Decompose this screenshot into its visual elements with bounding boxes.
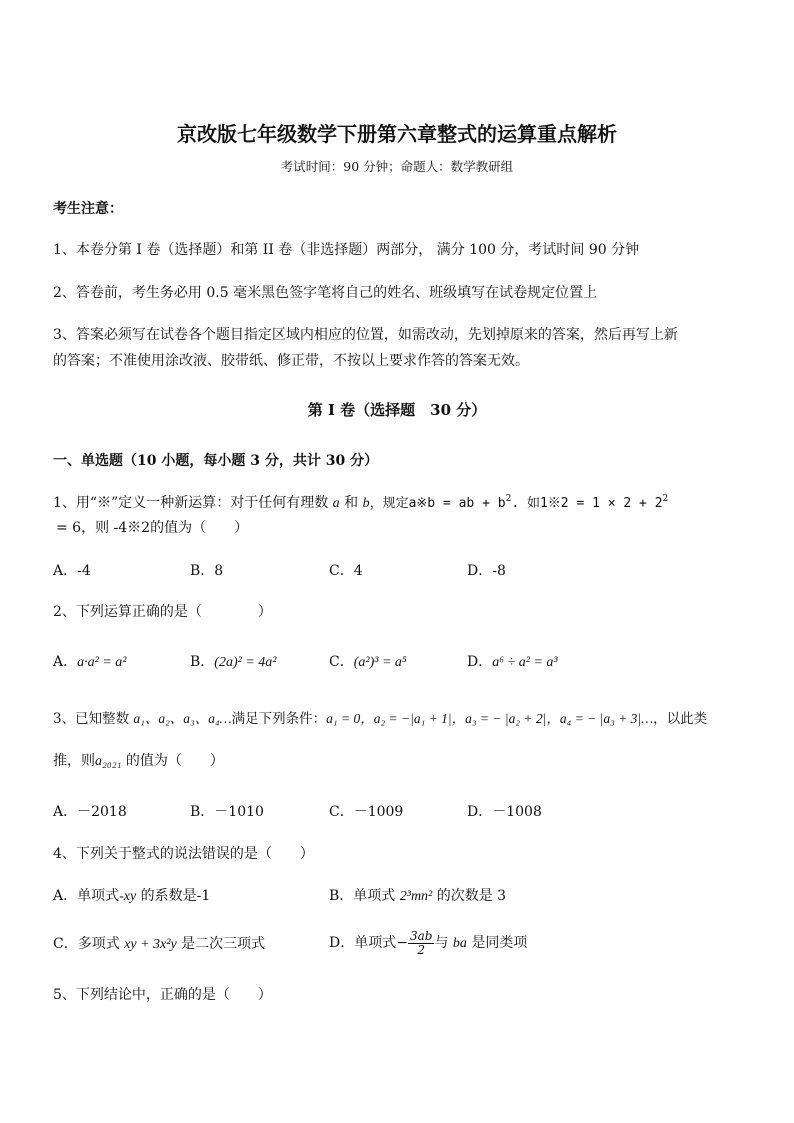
q2-option-b[interactable]	[190, 652, 276, 673]
q2-label-c: C．	[329, 654, 354, 670]
notice-heading: 考生注意：	[53, 201, 123, 217]
q1-rule: ，规定a※b = ab + b	[369, 496, 506, 511]
q1-text-and: 和	[339, 495, 363, 511]
q3-option-c[interactable]: C．－1009	[329, 804, 404, 820]
q3-sequence: a₁、a₂、a₃、a₄…	[133, 711, 232, 726]
q2-option-c[interactable]	[329, 652, 407, 673]
q4-stem: 4、下列关于整式的说法错误的是（ ）	[53, 846, 314, 862]
notice-item-1: 1、本卷分第 I 卷（选择题）和第 II 卷（非选择题）两部分， 满分 100 分，考试时间 90 分钟	[53, 242, 640, 258]
q3-text-b: 满足下列条件：	[231, 711, 327, 727]
q1-var-a: a	[332, 496, 340, 511]
q3-target: a₂₀₂₁	[95, 754, 122, 769]
q2-math-c: (a²)³ = a⁵	[353, 655, 407, 670]
page-subtitle: 考试时间：90 分钟；命题人：数学教研组	[280, 159, 514, 174]
q2-math-a: a·a² = a²	[77, 655, 127, 670]
q1-option-c[interactable]: C．4	[329, 563, 363, 579]
notice-item-2: 2、答卷前，考生务必用 0.5 毫米黑色签字笔将自己的姓名、班级填写在试卷规定位置上	[53, 285, 598, 301]
q1-stem-line2: = 6，则 -4※2的值为（ ）	[56, 520, 249, 536]
page-title: 京改版七年级数学下册第六章整式的运算重点解析	[177, 122, 617, 146]
q2-option-d[interactable]	[467, 652, 558, 673]
q4-c-post: 是二次三项式	[176, 936, 266, 952]
q4-d-mid: 与	[434, 935, 453, 951]
q4-option-c[interactable]	[53, 934, 265, 955]
notice-item-3: 3、答案必须写在试卷各个题目指定区域内相应的位置，如需改动，先划掉原来的答案，然后再写上新	[53, 327, 678, 343]
q2-math-b: (2a)² = 4a²	[214, 655, 277, 670]
q1-exp2: 2	[662, 494, 669, 504]
q3-option-b[interactable]: B．－1010	[190, 804, 264, 820]
q1-example: . 如1※2 = 1 × 2 + 2	[511, 496, 663, 511]
q3-stem-line2	[53, 751, 224, 772]
q4-option-d[interactable]: D．单项式− $\frac{3ab}{2}$ 与 ba 是同类项	[329, 928, 528, 957]
q4-b-pre: B．单项式	[329, 888, 400, 904]
q1-var-b: b	[362, 496, 370, 511]
q3-conditions: a₁ = 0，a₂ = −|a₁ + 1|，a₃ = − |a₂ + 2|，a₄ = − |a₃ + 3|…	[326, 711, 654, 726]
q2-label-b: B．	[190, 654, 215, 670]
q3-text-e: 的值为（ ）	[121, 753, 224, 769]
q4-c-pre: C．多项式	[53, 936, 125, 952]
q1-option-b[interactable]: B．8	[190, 563, 224, 579]
q4-b-post: 的次数是 3	[432, 888, 507, 904]
q4-d-denominator: 2	[417, 942, 426, 957]
q2-math-d: a⁶ ÷ a² = a³	[492, 655, 558, 670]
q4-a-post: 的系数是-1	[136, 888, 211, 904]
q4-d-pre: D．单项式	[329, 935, 397, 951]
q1-exp: 2	[505, 494, 512, 504]
q4-a-pre: A．单项式	[53, 888, 120, 904]
q4-a-math: -xy	[119, 889, 137, 904]
notice-item-3-cont: 的答案；不准使用涂改液、胶带纸、修正带，不按以上要求作答的答案无效。	[53, 353, 529, 369]
q2-label-a: A．	[53, 654, 78, 670]
q3-stem-line1	[53, 709, 707, 729]
q1-stem-line1	[53, 493, 668, 514]
section-heading: 一、单选题（10 小题，每小题 3 分，共计 30 分）	[53, 453, 379, 469]
q1-option-a[interactable]: A．-4	[53, 563, 91, 579]
q4-d-post: 是同类项	[466, 935, 528, 951]
q4-option-b[interactable]	[329, 886, 506, 907]
q3-option-d[interactable]: D．－1008	[467, 804, 542, 820]
q4-d-math: ba	[452, 936, 467, 951]
q2-stem: 2、下列运算正确的是（ ）	[53, 604, 272, 620]
q3-text-d: 推，则	[53, 753, 95, 769]
q4-c-math: xy + 3x²y	[124, 937, 177, 952]
q2-label-d: D．	[467, 654, 493, 670]
part1-heading: 第 I 卷（选择题 30 分）	[307, 401, 487, 419]
q4-b-math: 2³mn²	[399, 889, 433, 904]
q5-stem: 5、下列结论中，正确的是（ ）	[53, 987, 272, 1003]
q1-text-a: 1、用“※”定义一种新运算：对于任何有理数	[53, 495, 333, 511]
q2-option-a[interactable]	[53, 652, 126, 673]
q4-option-a[interactable]	[53, 886, 210, 907]
q1-option-d[interactable]: D．-8	[467, 563, 506, 579]
q3-option-a[interactable]: A．－2018	[53, 804, 127, 820]
q4-d-numerator: 3ab	[409, 928, 433, 943]
q4-d-fraction	[408, 930, 434, 957]
q3-text-a: 3、已知整数	[53, 711, 134, 727]
q3-text-c: ，以此类	[653, 711, 708, 727]
